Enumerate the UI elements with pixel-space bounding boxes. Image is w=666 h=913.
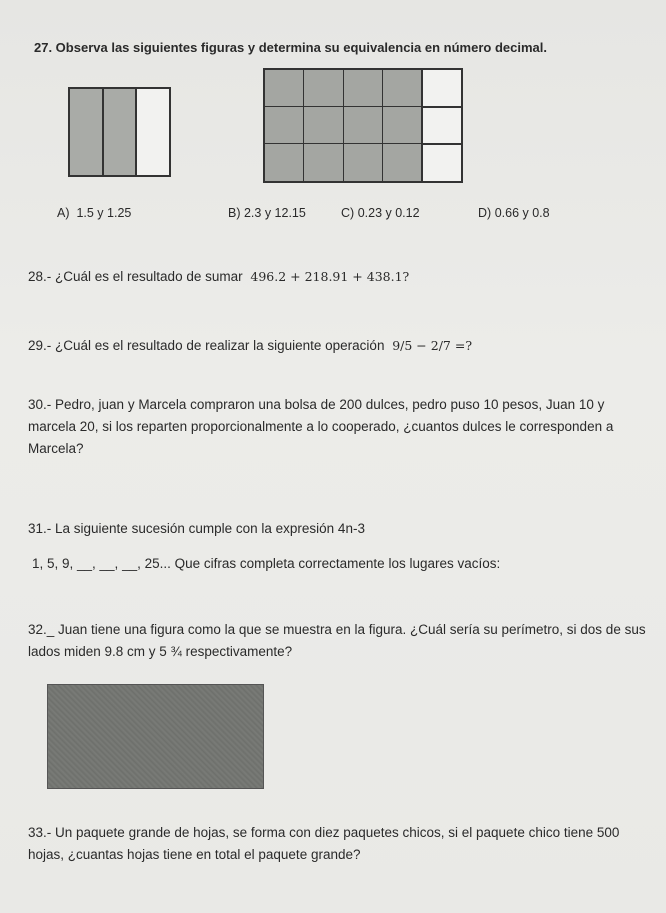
figure-rectangle	[47, 684, 264, 789]
figure-thirds-bars	[68, 87, 171, 177]
option-letter: C)	[341, 206, 355, 220]
grid-cell-empty	[421, 106, 462, 145]
question-31: 31.- La siguiente sucesión cumple con la expresión 4n-3	[28, 521, 365, 536]
grid-cell-shaded	[382, 106, 423, 145]
grid-cell-shaded	[264, 69, 305, 108]
question-29	[28, 335, 472, 357]
option-letter: B)	[228, 206, 241, 220]
option-letter: A)	[57, 206, 70, 220]
grid-cell-shaded	[264, 106, 305, 145]
grid-cell-empty	[421, 69, 462, 108]
option-text: 0.23 y 0.12	[357, 206, 420, 220]
option-text: 1.5 y 1.25	[76, 206, 132, 220]
grid-cell-shaded	[343, 106, 384, 145]
bar-cell-shaded	[104, 89, 138, 175]
question-27-title: 27. Observa las siguientes figuras y determina su equivalencia en número decimal.	[34, 40, 547, 55]
grid-cell-shaded	[303, 106, 344, 145]
question-28	[28, 266, 409, 288]
option-letter: D)	[478, 206, 492, 220]
grid-cell-shaded	[343, 69, 384, 108]
option-b	[228, 206, 306, 220]
grid-cell-shaded	[264, 143, 305, 182]
question-32: 32._ Juan tiene una figura como la que se muestra en la figura. ¿Cuál sería su perímetro, si dos de sus lados miden 9.8 cm y 5 ¾ respectivamente?	[28, 622, 646, 659]
question-31-sequence: 1, 5, 9, __, __, __, 25... Que cifras completa correctamente los lugares vacíos:	[32, 556, 501, 571]
grid-cell-shaded	[382, 143, 423, 182]
bar-cell-shaded	[70, 89, 104, 175]
question-33: 33.- Un paquete grande de hojas, se forma con diez paquetes chicos, si el paquete chico tiene 500 hojas, ¿cuantas hojas tiene en total el paquete grande?	[28, 825, 620, 862]
grid-cell-shaded	[303, 69, 344, 108]
figure-grid-3x5	[263, 68, 463, 183]
question-28-expression: 496.2 + 218.91 + 438.1?	[250, 269, 410, 284]
option-a	[57, 206, 131, 220]
question-29-expression: 9/5 − 2/7 =?	[392, 338, 473, 353]
bar-cell-empty	[137, 89, 169, 175]
option-c	[341, 206, 420, 220]
option-text: 2.3 y 12.15	[243, 206, 306, 220]
grid-cell-shaded	[382, 69, 423, 108]
option-d	[478, 206, 550, 220]
question-29-text: 29.- ¿Cuál es el resultado de realizar la siguiente operación	[28, 338, 385, 353]
question-28-text: 28.- ¿Cuál es el resultado de sumar	[28, 269, 243, 284]
question-30: 30.- Pedro, juan y Marcela compraron una bolsa de 200 dulces, pedro puso 10 pesos, Juan 10 y marcela 20, si los reparten proporcionalmente a lo cooperado, ¿cuantos dulces le corresponden a Marcela?	[28, 397, 614, 456]
grid-cell-shaded	[343, 143, 384, 182]
option-text: 0.66 y 0.8	[494, 206, 550, 220]
grid-cell-shaded	[303, 143, 344, 182]
grid-cell-empty	[421, 143, 462, 182]
